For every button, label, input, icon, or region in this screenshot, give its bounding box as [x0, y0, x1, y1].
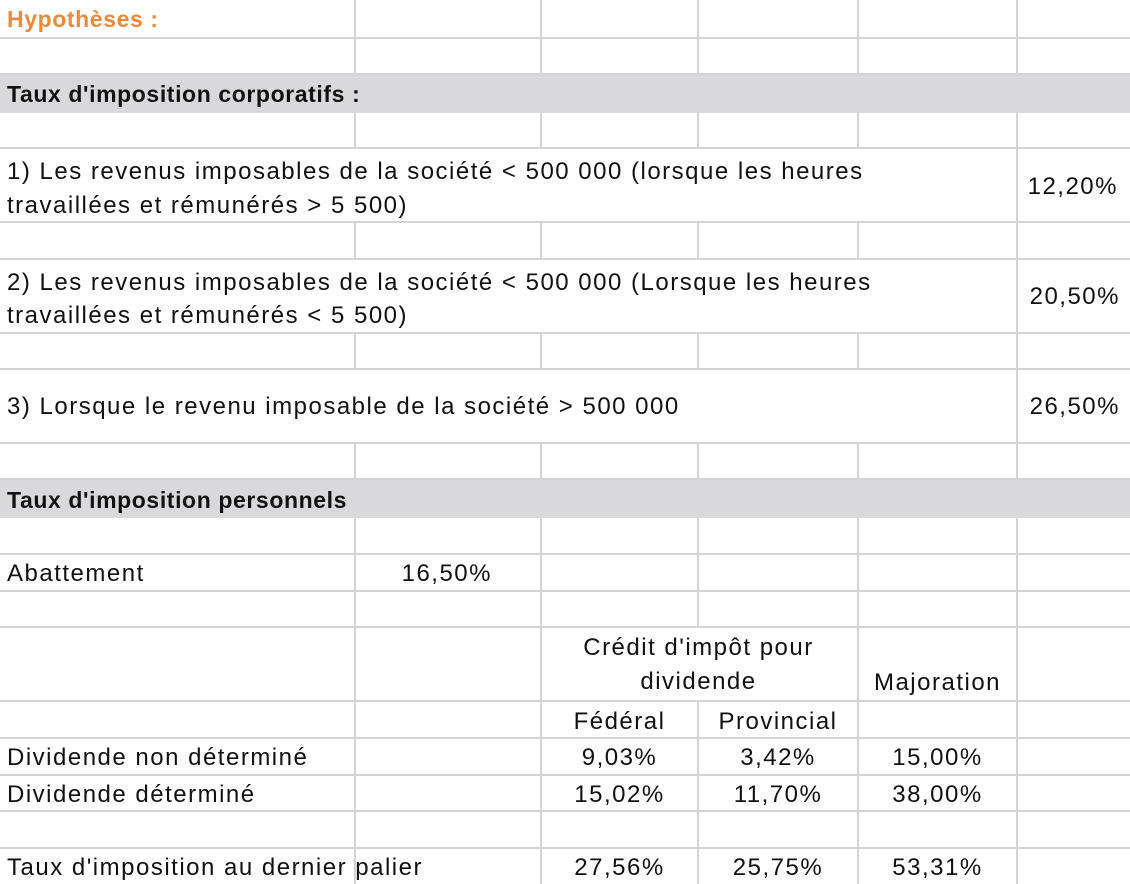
- grid-vline: [697, 0, 699, 75]
- grid-vline: [540, 113, 542, 149]
- credit-header-line2: dividende: [640, 668, 757, 695]
- grid-vline: [540, 518, 542, 884]
- grid-vline: [697, 334, 699, 370]
- provincial-header: Provincial: [718, 708, 838, 735]
- corporate-item-1-line1: 1) Les revenus imposables de la société < 500 000 (lorsque les heures: [7, 158, 864, 185]
- grid-vline: [857, 518, 859, 884]
- grid-row: [0, 812, 1130, 849]
- grid-vline: [857, 113, 859, 149]
- grid-row: [0, 555, 1130, 592]
- top-rate-provincial: 25,75%: [732, 854, 824, 881]
- corporate-item-3-line1: 3) Lorsque le revenu imposable de la société > 500 000: [7, 393, 680, 420]
- grid-vline: [1016, 0, 1018, 75]
- grid-vline: [354, 0, 356, 75]
- grid-vline: [857, 0, 859, 75]
- corporate-section-header: Taux d'imposition corporatifs :: [7, 81, 361, 107]
- grid-vline: [540, 223, 542, 260]
- federal-header: Fédéral: [573, 708, 666, 735]
- dividend-row-1-provincial: 3,42%: [740, 744, 816, 771]
- abatement-value: 16,50%: [401, 560, 492, 587]
- corporate-item-2-rate: 20,50%: [1029, 283, 1120, 310]
- dividend-row-2-provincial: 11,70%: [733, 781, 823, 808]
- credit-header-line1: Crédit d'impôt pour: [583, 634, 814, 661]
- grid-vline: [697, 518, 699, 628]
- abatement-label: Abattement: [7, 560, 145, 587]
- dividend-row-1-label: Dividende non déterminé: [7, 744, 309, 771]
- grid-vline: [354, 334, 356, 370]
- grid-vline: [697, 223, 699, 260]
- grid-row: [0, 223, 1130, 260]
- dividend-row-1-majoration: 15,00%: [892, 744, 983, 771]
- top-rate-federal: 27,56%: [574, 854, 665, 881]
- grid-vline: [354, 113, 356, 149]
- grid-row: [0, 592, 1130, 628]
- corporate-item-1-line2: travaillées et rémunérés > 5 500): [7, 192, 409, 219]
- grid-vline: [354, 444, 356, 480]
- grid-vline: [857, 334, 859, 370]
- dividend-row-1-federal: 9,03%: [581, 744, 658, 771]
- dividend-row-2-federal: 15,02%: [574, 781, 665, 808]
- grid-row: [0, 39, 1130, 75]
- grid-vline: [857, 223, 859, 260]
- grid-vline: [540, 334, 542, 370]
- grid-vline: [857, 444, 859, 480]
- grid-vline: [697, 113, 699, 149]
- grid-row: [0, 518, 1130, 555]
- grid-row: [0, 0, 1130, 39]
- corporate-item-3-rate: 26,50%: [1029, 393, 1120, 420]
- personal-section-header: Taux d'imposition personnels: [7, 487, 348, 513]
- corporate-item-2-line1: 2) Les revenus imposables de la société < 500 000 (Lorsque les heures: [7, 269, 872, 296]
- dividend-row-2-majoration: 38,00%: [892, 781, 983, 808]
- grid-vline: [540, 444, 542, 480]
- grid-vline: [697, 444, 699, 480]
- corporate-item-1-rate: 12,20%: [1027, 173, 1118, 200]
- grid-row: [0, 334, 1130, 370]
- top-rate-label: Taux d'imposition au dernier palier: [7, 854, 423, 881]
- page-title: Hypothèses :: [7, 6, 159, 32]
- grid-vline: [540, 0, 542, 75]
- grid-row: [0, 444, 1130, 480]
- top-rate-majoration: 53,31%: [892, 854, 983, 881]
- dividend-row-2-label: Dividende déterminé: [7, 781, 256, 808]
- grid-vline: [1016, 518, 1018, 884]
- majoration-header: Majoration: [873, 669, 1002, 696]
- corporate-item-2-line2: travaillées et rémunérés < 5 500): [7, 302, 409, 329]
- merged-cell-fill: [859, 702, 1016, 706]
- grid-vline: [354, 223, 356, 260]
- grid-row: [0, 113, 1130, 149]
